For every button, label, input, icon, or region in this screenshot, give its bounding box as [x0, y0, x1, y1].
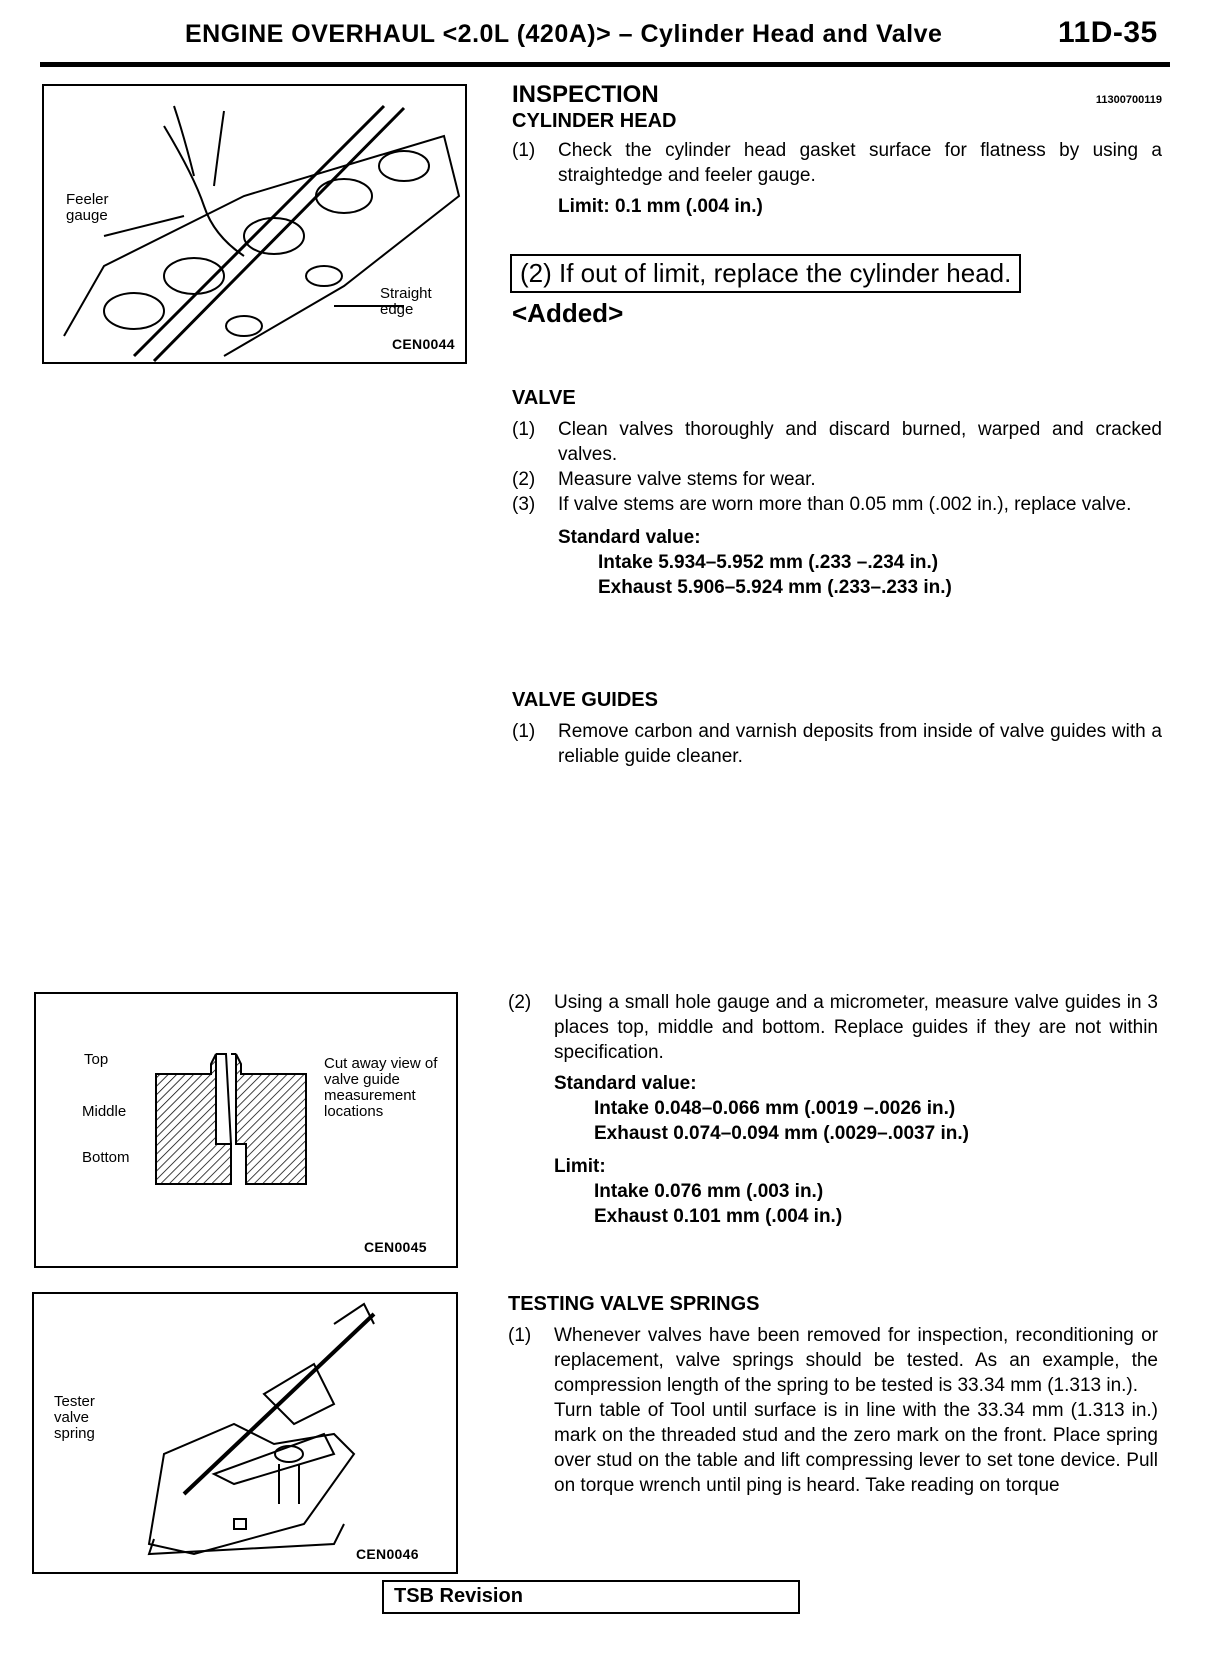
list-item [512, 467, 1162, 492]
section-valve-guides [512, 688, 1162, 769]
item-text: Measure valve stems for wear. [558, 469, 816, 490]
inspection-heading: INSPECTION [512, 81, 659, 108]
item-text: Using a small hole gauge and a micrometer, measure valve guides in 3 places top, middle and bottom. Replace guides if they are not within specification. [554, 992, 1158, 1063]
item-text: Remove carbon and varnish deposits from inside of valve guides with a reliable guide cleaner. [558, 721, 1162, 767]
item-text: Clean valves thoroughly and discard burned, warped and cracked valves. [558, 419, 1162, 465]
exhaust-value: Exhaust 0.074–0.094 mm (.0029–.0037 in.) [594, 1123, 969, 1144]
page-number: 11D-35 [1058, 16, 1158, 49]
figure-code: CEN0045 [364, 1239, 427, 1255]
list-item [512, 492, 1162, 517]
limit-intake-value: Intake 0.076 mm (.003 in.) [594, 1181, 824, 1202]
springs-heading: TESTING VALVE SPRINGS [508, 1293, 760, 1315]
item-text: If valve stems are worn more than 0.05 mm (.002 in.), replace valve. [558, 494, 1132, 515]
figure-code: CEN0044 [392, 336, 455, 352]
cylinder-head-heading: CYLINDER HEAD [512, 110, 677, 132]
figure-code: CEN0046 [356, 1546, 419, 1562]
item-number: (2) [512, 469, 536, 490]
limit-exhaust-value: Exhaust 0.101 mm (.004 in.) [594, 1206, 843, 1227]
valve-guide-illustration [36, 994, 456, 1266]
figure-valve-spring-tester [32, 1292, 458, 1574]
standard-value-label: Standard value: [554, 1073, 697, 1094]
label-feeler-gauge: Feeler gauge [66, 191, 109, 224]
cylinder-head-illustration [44, 86, 465, 362]
footer-revision-label: TSB Revision [394, 1585, 523, 1607]
item-number: (3) [512, 494, 536, 515]
label-middle: Middle [82, 1103, 127, 1120]
item-number: (1) [512, 419, 536, 440]
label-top: Top [84, 1051, 109, 1068]
header-rule [40, 62, 1170, 67]
item-number: (1) [508, 1325, 532, 1346]
figure-cylinder-head-flatness [42, 84, 467, 364]
list-item [512, 719, 1162, 769]
label-tester-valve-spring: Tester valve spring [54, 1393, 95, 1442]
label-bottom: Bottom [82, 1149, 130, 1166]
footer-revision-box [382, 1580, 800, 1614]
added-note: <Added> [512, 298, 624, 328]
list-item [512, 417, 1162, 467]
section-testing-valve-springs [508, 1292, 1158, 1498]
figure-valve-guide-cutaway [34, 992, 458, 1268]
standard-value-label: Standard value: [558, 527, 701, 548]
valve-guides-heading: VALVE GUIDES [512, 689, 658, 711]
boxed-revision-text: (2) If out of limit, replace the cylinder head. [510, 254, 1021, 293]
limit-label: Limit: [554, 1156, 606, 1177]
item-number: (1) [512, 721, 536, 742]
valve-heading: VALVE [512, 387, 576, 409]
item-number: (1) [512, 140, 536, 161]
list-item [508, 1323, 1158, 1398]
section-inspection [512, 82, 1162, 219]
item-text: Check the cylinder head gasket surface for flatness by using a straightedge and feeler gauge. [558, 140, 1162, 186]
intake-value: Intake 0.048–0.066 mm (.0019 –.0026 in.) [594, 1098, 956, 1119]
section-valve [512, 386, 1162, 600]
item-continuation: Turn table of Tool until surface is in line with the 33.34 mm (1.313 in.) mark on the threaded stud and the zero mark on the front. Place spring over stud on the table and lift compressing lever to set tone device. Pull on torque wrench until ping is heard. Take reading on torque [554, 1400, 1158, 1496]
section-code: 11300700119 [1095, 94, 1162, 106]
list-item [508, 990, 1158, 1065]
item-text: Whenever valves have been removed for inspection, reconditioning or replacement, valve springs should be tested. As an example, the compression length of the spring to be tested is 33.34 mm (1.313 in.). [554, 1325, 1158, 1396]
exhaust-value: Exhaust 5.906–5.924 mm (.233–.233 in.) [598, 577, 952, 598]
page-title: ENGINE OVERHAUL <2.0L (420A)> – Cylinder Head and Valve [185, 20, 943, 48]
intake-value: Intake 5.934–5.952 mm (.233 –.234 in.) [598, 552, 939, 573]
item-number: (2) [508, 992, 532, 1013]
list-item [512, 138, 1162, 188]
section-valve-guides-measure [508, 990, 1158, 1229]
label-straight-edge: Straight edge [380, 285, 432, 318]
limit-value: Limit: 0.1 mm (.004 in.) [558, 196, 763, 217]
label-cutaway-view: Cut away view of valve guide measurement locations [324, 1055, 438, 1120]
